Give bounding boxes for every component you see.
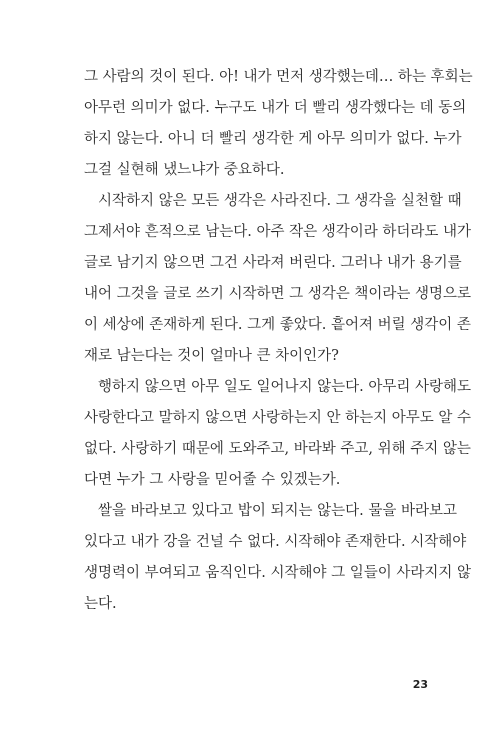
- text-line: 시작하지 않은 모든 생각은 사라진다. 그 생각을 실천할 때: [98, 193, 462, 209]
- text-line: 하지 않는다. 아니 더 빨리 생각한 게 아무 의미가 없다. 누가: [84, 131, 462, 147]
- paragraph-4: [84, 496, 472, 620]
- paragraph-2: [84, 186, 472, 372]
- text-line: 그걸 실현해 냈느냐가 중요하다.: [84, 162, 285, 178]
- text-line: 아무런 의미가 없다. 누구도 내가 더 빨리 생각했다는 데 동의: [84, 100, 467, 116]
- text-line: 생명력이 부여되고 움직인다. 시작해야 그 일들이 사라지지 않: [84, 565, 472, 581]
- text-line: 재로 남는다는 것이 얼마나 큰 차이인가?: [84, 348, 339, 364]
- text-line: 내어 그것을 글로 쓰기 시작하면 그 생각은 책이라는 생명으로: [84, 286, 472, 302]
- text-line: 그제서야 흔적으로 남는다. 아주 작은 생각이라 하더라도 내가: [84, 224, 472, 240]
- paragraph-3: [84, 372, 472, 496]
- body-text: [84, 62, 473, 620]
- text-line: 그 사람의 것이 된다. 아! 내가 먼저 생각했는데… 하는 후회는: [84, 69, 473, 85]
- text-line: 는다.: [84, 596, 117, 612]
- text-line: 있다고 내가 강을 건널 수 없다. 시작해야 존재한다. 시작해야: [84, 534, 467, 550]
- text-line: 글로 남기지 않으면 그건 사라져 버린다. 그러나 내가 용기를: [84, 255, 462, 271]
- text-line: 사랑한다고 말하지 않으면 사랑하는지 안 하는지 아무도 알 수: [84, 410, 472, 426]
- text-line: 쌀을 바라보고 있다고 밥이 되지는 않는다. 물을 바라보고: [98, 503, 458, 519]
- text-line: 다면 누가 그 사랑을 믿어줄 수 있겠는가.: [84, 472, 341, 488]
- page-number: 23: [412, 678, 428, 691]
- text-line: 이 세상에 존재하게 된다. 그게 좋았다. 흩어져 버릴 생각이 존: [84, 317, 471, 333]
- text-line: 행하지 않으면 아무 일도 일어나지 않는다. 아무리 사랑해도: [98, 379, 472, 395]
- paragraph-1: [84, 62, 473, 186]
- text-line: 없다. 사랑하기 때문에 도와주고, 바라봐 주고, 위해 주지 않는: [84, 441, 471, 457]
